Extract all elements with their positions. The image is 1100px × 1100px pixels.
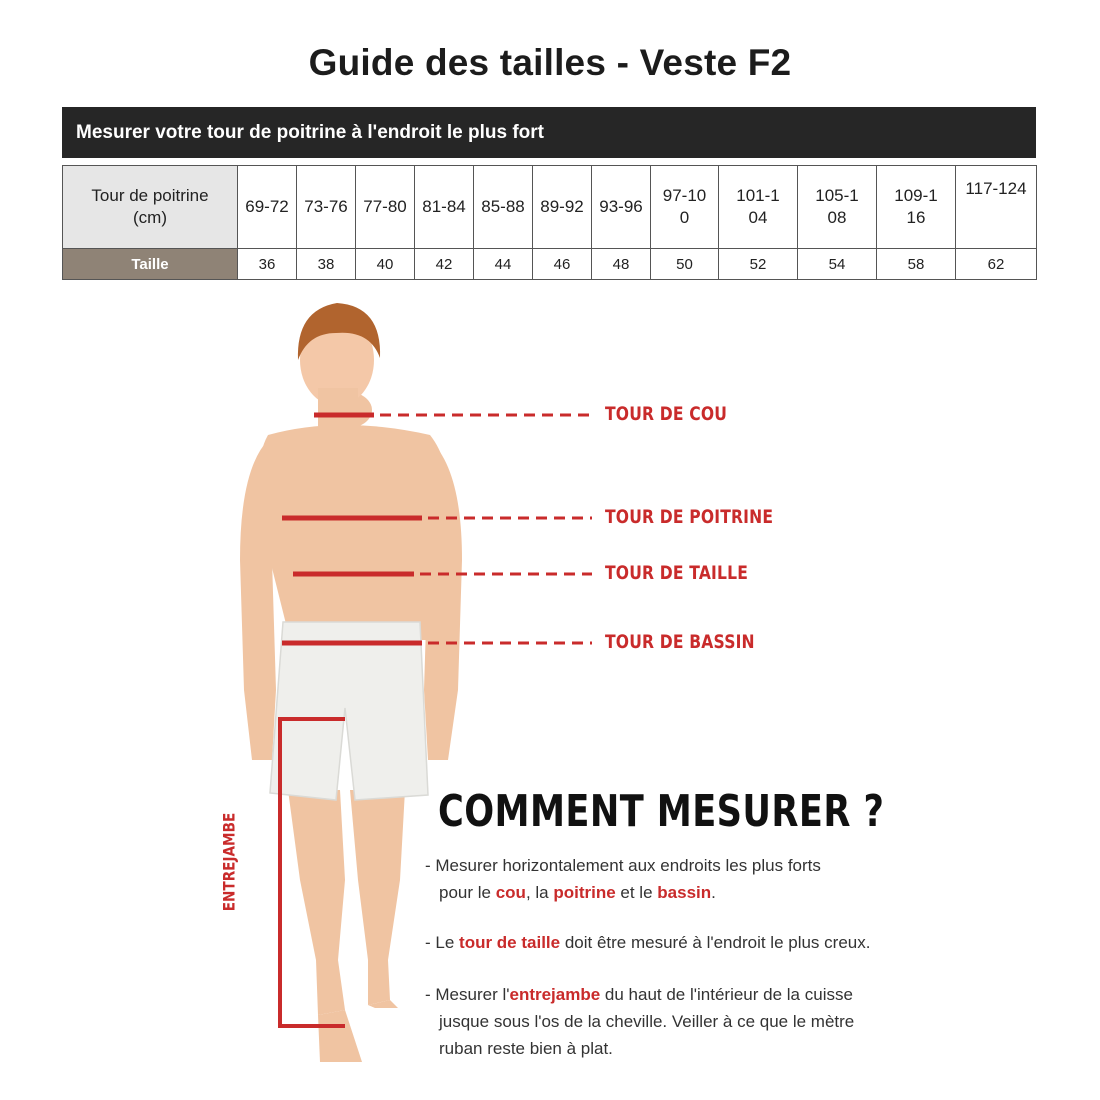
chest-cell: 117-124: [956, 166, 1037, 249]
instruction-3-line-2: jusque sous l'os de la cheville. Veiller à ce que le mètre: [439, 1012, 855, 1031]
size-cell: 42: [415, 249, 474, 280]
instruction-1-line-2: pour le cou, la poitrine et le bassin.: [439, 883, 716, 902]
size-cell: 52: [719, 249, 798, 280]
chest-cell: 105-108: [798, 166, 877, 249]
instruction-1-line-1: - Mesurer horizontalement aux endroits les plus forts: [425, 856, 821, 875]
chest-cell: 69-72: [238, 166, 297, 249]
size-cell: 46: [533, 249, 592, 280]
size-cell: 48: [592, 249, 651, 280]
size-cell: 40: [356, 249, 415, 280]
page-title: Guide des tailles - Veste F2: [308, 42, 792, 83]
how-to-measure-title: COMMENT MESURER ?: [438, 786, 885, 837]
chest-cell: 85-88: [474, 166, 533, 249]
size-cell: 54: [798, 249, 877, 280]
chest-cell: 109-116: [877, 166, 956, 249]
size-row: [63, 249, 1037, 280]
body-illustration: [0, 280, 1100, 1100]
instruction-3-line-1: - Mesurer l'entrejambe du haut de l'intérieur de la cuisse: [425, 985, 853, 1004]
waist-label: TOUR DE TAILLE: [605, 562, 749, 584]
chest-row: [63, 166, 1037, 249]
instruction-3-line-3: ruban reste bien à plat.: [439, 1039, 613, 1058]
instruction-2-line-1: - Le tour de taille doit être mesuré à l'endroit le plus creux.: [425, 933, 871, 952]
instruction-2: [425, 929, 985, 956]
chest-cell: 89-92: [533, 166, 592, 249]
chest-cell: 81-84: [415, 166, 474, 249]
neck: [318, 388, 358, 428]
neck-label: TOUR DE COU: [605, 403, 728, 425]
chest-label: TOUR DE POITRINE: [605, 506, 774, 528]
size-cell: 50: [651, 249, 719, 280]
chest-cell: 93-96: [592, 166, 651, 249]
taille-header-cell: Taille: [63, 249, 238, 280]
instruction-1: [425, 852, 985, 906]
size-table: [62, 165, 1037, 280]
size-cell: 58: [877, 249, 956, 280]
measure-banner: Mesurer votre tour de poitrine à l'endroit le plus fort: [62, 107, 1036, 158]
size-cell: 44: [474, 249, 533, 280]
hips-label: TOUR DE BASSIN: [605, 631, 755, 653]
size-cell: 38: [297, 249, 356, 280]
chest-header-cell: Tour de poitrine (cm): [63, 166, 238, 249]
shorts: [270, 622, 428, 800]
instruction-3: [425, 981, 985, 1062]
chest-cell: 97-100: [651, 166, 719, 249]
inseam-label: ENTREJAMBE: [219, 812, 239, 912]
size-cell: 36: [238, 249, 297, 280]
size-cell: 62: [956, 249, 1037, 280]
chest-cell: 101-104: [719, 166, 798, 249]
chest-cell: 77-80: [356, 166, 415, 249]
chest-cell: 73-76: [297, 166, 356, 249]
